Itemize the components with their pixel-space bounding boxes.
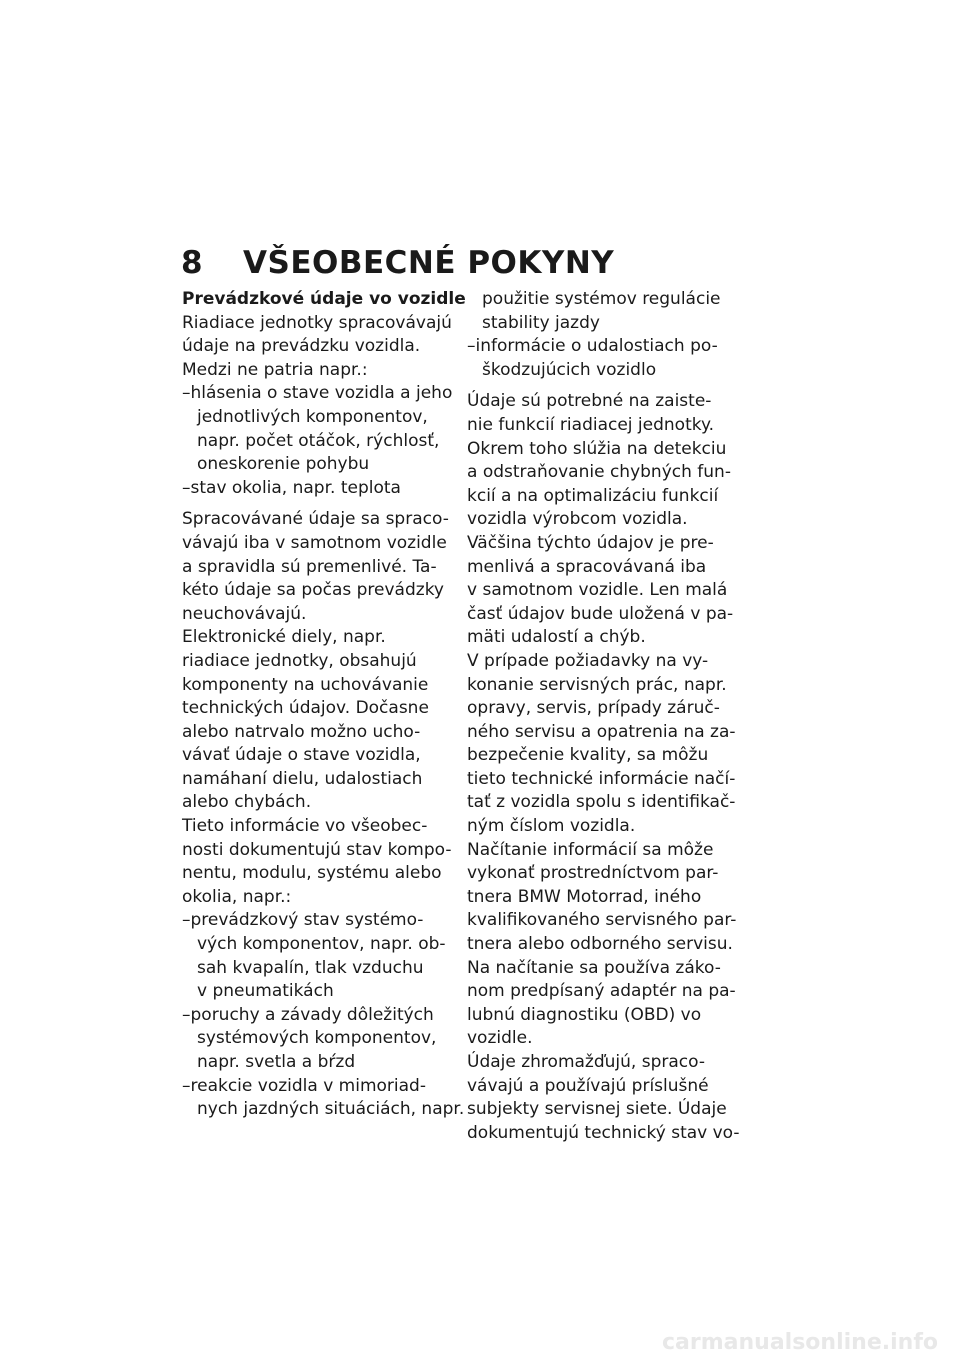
list-item: –poruchy a závady dôležitých — [182, 1004, 434, 1025]
paragraph-line: tnera BMW Motorrad, iného — [467, 886, 702, 907]
list-item-continuation: napr. počet otáčok, rýchlosť, — [197, 430, 440, 451]
list-item-continuation: oneskorenie pohybu — [197, 454, 370, 475]
paragraph-line: nom predpísaný adaptér na pa- — [467, 981, 736, 1002]
list-item-continuation: stability jazdy — [482, 312, 600, 333]
paragraph-line: konanie servisných prác, napr. — [467, 674, 727, 695]
list-item-continuation: škodzujúcich vozidlo — [482, 359, 657, 380]
paragraph-line: mäti udalostí a chýb. — [467, 627, 646, 648]
paragraph-gap — [182, 500, 452, 508]
paragraph-line: V prípade požiadavky na vy- — [467, 650, 709, 671]
list-item: –hlásenia o stave vozidla a jeho — [182, 383, 453, 404]
paragraph-line: nie funkcií riadiacej jednotky. — [467, 414, 715, 435]
paragraph-line: a spravidla sú premenlivé. Ta- — [182, 556, 437, 577]
paragraph-line: opravy, servis, prípady záruč- — [467, 698, 720, 719]
paragraph-line: a odstraňovanie chybných fun- — [467, 462, 731, 483]
paragraph-line: vozidla výrobcom vozidla. — [467, 509, 688, 530]
paragraph-line: Spracovávané údaje sa spraco- — [182, 509, 449, 530]
list-item: –stav okolia, napr. teplota — [182, 477, 401, 498]
paragraph-line: neuchovávajú. — [182, 603, 307, 624]
paragraph-line: riadiace jednotky, obsahujú — [182, 650, 417, 671]
watermark: carmanualsonline.info — [662, 1330, 938, 1355]
chapter-number: 8 — [181, 245, 204, 281]
list-item-continuation: jednotlivých komponentov, — [197, 406, 428, 427]
paragraph-line: subjekty servisnej siete. Údaje — [467, 1099, 727, 1120]
paragraph-line: alebo natrvalo možno ucho- — [182, 721, 421, 742]
paragraph-line: ného servisu a opatrenia na za- — [467, 721, 736, 742]
paragraph-line: vávajú iba v samotnom vozidle — [182, 532, 447, 553]
section-heading: Prevádzkové údaje vo vozidle — [182, 289, 466, 309]
list-item-continuation: nych jazdných situáciách, napr. — [197, 1099, 465, 1120]
paragraph-line: vykonať prostredníctvom par- — [467, 863, 719, 884]
paragraph-line: tnera alebo odborného servisu. — [467, 934, 733, 955]
list-item-continuation: použitie systémov regulácie — [482, 289, 721, 309]
paragraph-line: Na načítanie sa používa záko- — [467, 957, 721, 978]
paragraph-gap — [467, 382, 742, 390]
list-item-continuation: vých komponentov, napr. ob- — [197, 934, 446, 955]
left-column — [182, 288, 466, 1122]
paragraph-line: Riadiace jednotky spracovávajú — [182, 312, 452, 333]
paragraph-line: menlivá a spracovávaná iba — [467, 556, 707, 577]
paragraph-line: bezpečenie kvality, sa môžu — [467, 745, 709, 766]
paragraph-line: údaje na prevádzku vozidla. — [182, 336, 421, 357]
list-item-continuation: v pneumatikách — [197, 981, 334, 1002]
list-item-continuation: napr. svetla a bŕzd — [197, 1052, 356, 1072]
paragraph-line: tieto technické informácie načí- — [467, 768, 736, 789]
list-item: –prevádzkový stav systémo- — [182, 910, 424, 931]
paragraph-line: okolia, napr.: — [182, 886, 292, 907]
paragraph-line: kvalifikovaného servisného par- — [467, 910, 737, 931]
list-item-continuation: systémových komponentov, — [197, 1028, 437, 1049]
chapter-title: VŠEOBECNÉ POKYNY — [243, 245, 615, 281]
paragraph-line: Tieto informácie vo všeobec- — [182, 816, 428, 837]
list-item-continuation: sah kvapalín, tlak vzduchu — [197, 957, 424, 978]
paragraph-line: Elektronické diely, napr. — [182, 627, 386, 648]
paragraph-line: Väčšina týchto údajov je pre- — [467, 532, 714, 553]
paragraph-line: kéto údaje sa počas prevádzky — [182, 580, 444, 601]
page-title — [181, 243, 614, 283]
paragraph-line: komponenty na uchovávanie — [182, 674, 429, 695]
paragraph-line: lubnú diagnostiku (OBD) vo — [467, 1004, 702, 1025]
list-item: –reakcie vozidla v mimoriad- — [182, 1075, 426, 1096]
paragraph-line: namáhaní dielu, udalostiach — [182, 768, 423, 789]
paragraph-line: Načítanie informácií sa môže — [467, 839, 714, 860]
paragraph-line: Údaje sú potrebné na zaiste- — [467, 391, 712, 412]
paragraph-line: alebo chybách. — [182, 792, 312, 813]
paragraph-line: Údaje zhromažďujú, spraco- — [467, 1052, 705, 1072]
paragraph-line: vávajú a používajú príslušné — [467, 1075, 709, 1096]
paragraph-line: nentu, modulu, systému alebo — [182, 863, 442, 884]
right-column — [467, 288, 742, 1145]
paragraph-line: dokumentujú technický stav vo- — [467, 1122, 740, 1143]
list-item: –informácie o udalostiach po- — [467, 336, 718, 357]
paragraph-line: Okrem toho slúžia na detekciu — [467, 438, 727, 459]
paragraph-line: časť údajov bude uložená v pa- — [467, 603, 734, 624]
paragraph-line: v samotnom vozidle. Len malá — [467, 580, 728, 601]
paragraph-line: vávať údaje o stave vozidla, — [182, 745, 421, 766]
paragraph-line: Medzi ne patria napr.: — [182, 359, 368, 380]
paragraph-line: nosti dokumentujú stav kompo- — [182, 839, 452, 860]
paragraph-line: tať z vozidla spolu s identifikač- — [467, 792, 736, 813]
paragraph-line: vozidle. — [467, 1028, 533, 1049]
paragraph-line: technických údajov. Dočasne — [182, 698, 429, 719]
paragraph-line: ným číslom vozidla. — [467, 816, 636, 837]
paragraph-line: kcií a na optimalizáciu funkcií — [467, 485, 719, 506]
